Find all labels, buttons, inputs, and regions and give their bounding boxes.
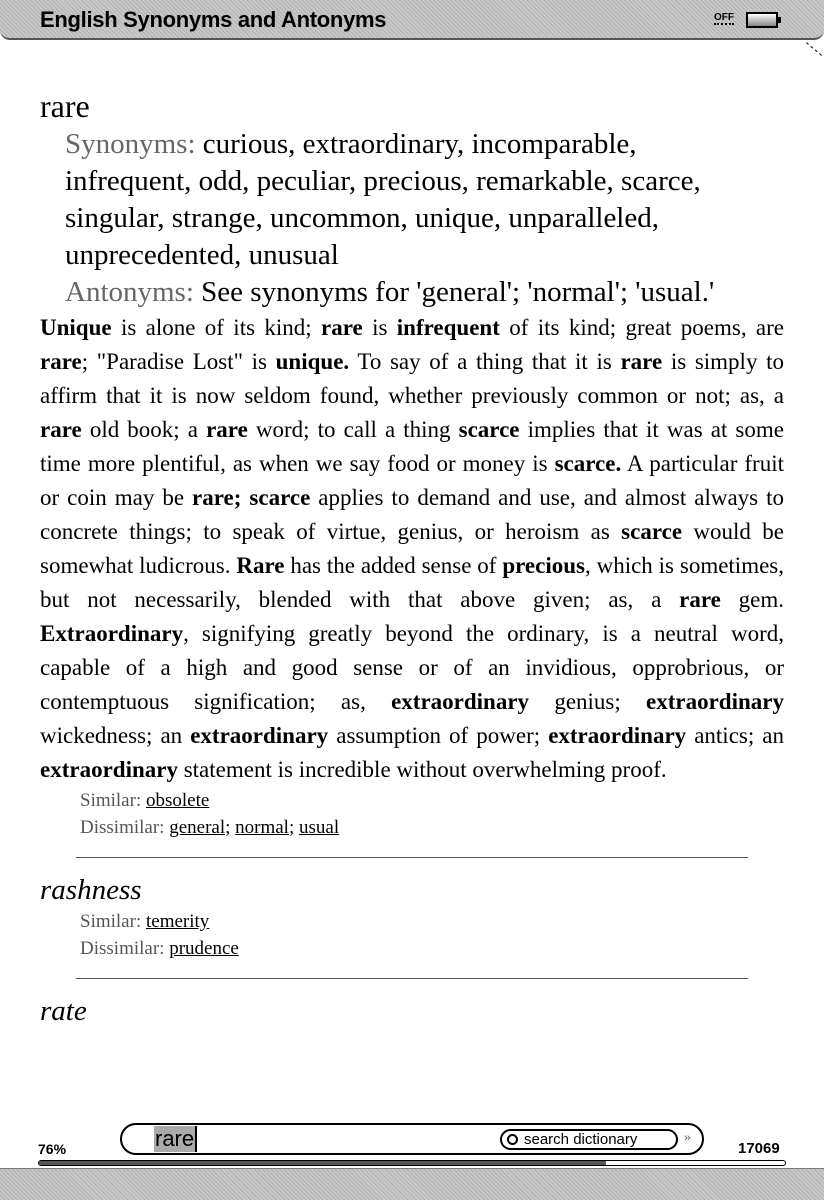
bold-term: rare (40, 349, 82, 374)
bold-term: scarce (249, 485, 311, 510)
body-text: applies to demand and use, and almost always to concrete things; to speak of virtue, genius, or heroism as (40, 485, 784, 544)
dissimilar-label: Dissimilar: (80, 817, 165, 838)
antonym-link[interactable]: normal (532, 276, 615, 308)
body-text: statement is incredible without overwhelming proof. (177, 757, 667, 782)
bold-term: rare (206, 417, 248, 442)
bottom-bar (0, 1168, 824, 1200)
dissimilar-row (40, 935, 784, 962)
bold-term: rare (40, 417, 82, 442)
body-text: ; "Paradise Lost" is (81, 349, 276, 374)
bold-term: extraordinary (190, 723, 329, 748)
bold-term: extraordinary (391, 689, 530, 714)
synonyms (40, 126, 784, 274)
bold-term: Rare (236, 553, 285, 578)
bold-term: scarce (458, 417, 520, 442)
headword: rare (40, 88, 90, 124)
body-text: , which is sometimes, but not necessarily, blended with that above given; as, a (40, 553, 784, 612)
body-text: , signifying greatly beyond the ordinary, is a neutral word, capable of a high and good sense or of an invidious, opprobrious, or contemptuous signification; as, (40, 621, 784, 714)
bold-term: scarce. (554, 451, 622, 476)
body-text: wickedness; an (40, 723, 191, 748)
progress-fill (39, 1161, 606, 1165)
body-text: antics; an (686, 723, 784, 748)
body-text: of its kind; great poems, are (499, 315, 784, 340)
body-text: has the added sense of (284, 553, 503, 578)
dissimilar-link[interactable]: usual (299, 817, 340, 838)
progress-bar (38, 1160, 786, 1166)
reading-percent: 76% (38, 1141, 67, 1157)
antonym-link[interactable]: usual (640, 276, 702, 308)
bold-term: unique. (275, 349, 350, 374)
similar-link[interactable]: obsolete (145, 790, 210, 811)
similar-label: Similar: (80, 790, 142, 811)
bold-term: rare; (192, 485, 242, 510)
search-button-label: search dictionary (524, 1131, 638, 1148)
bold-term: scarce (621, 519, 683, 544)
bold-term: rare (620, 349, 663, 374)
antonyms (40, 274, 784, 311)
antonym-link[interactable]: general (421, 276, 507, 308)
search-input[interactable] (120, 1123, 704, 1155)
similar-label: Similar: (80, 911, 142, 932)
similar-link[interactable]: temerity (145, 911, 210, 932)
wireless-status: OFF (714, 12, 734, 23)
body-text: old book; a (81, 417, 207, 442)
body-text: is alone of its kind; (111, 315, 322, 340)
bold-term: rare (679, 587, 721, 612)
search-dictionary-button[interactable] (500, 1129, 678, 1150)
body-text: would be somewhat ludicrous. (40, 519, 784, 578)
body-text: implies that it was at some time more plentiful, as when we say food or money is (40, 417, 784, 476)
dissimilar-label: Dissimilar: (80, 938, 165, 959)
synonyms-list: curious, extraordinary, incomparable, infrequent, odd, peculiar, precious, remarkable, scarce, singular, strange, uncommon, unique, unparalleled, unprecedented, unusual (65, 128, 701, 271)
body-text: A particular fruit or coin may be (40, 451, 784, 510)
divider (76, 978, 748, 979)
body-text: is (362, 315, 397, 340)
bold-term: rare (321, 315, 363, 340)
divider (76, 857, 748, 858)
dissimilar-link[interactable]: prudence (169, 938, 239, 959)
title-bar (0, 0, 824, 40)
bold-term: extraordinary (646, 689, 784, 714)
search-icon (507, 1134, 518, 1145)
dissimilar-row: Dissimilar: general; normal; usual (80, 817, 340, 838)
location-number: 17069 (738, 1140, 780, 1157)
bold-term: extraordinary (40, 757, 178, 782)
headword-rate: rate (40, 995, 87, 1027)
bold-term: infrequent (396, 315, 500, 340)
bold-term: Extraordinary (40, 621, 184, 646)
book-title: English Synonyms and Antonyms (40, 7, 387, 32)
dissimilar-link[interactable]: general (169, 817, 226, 838)
bold-term: precious (502, 553, 585, 578)
body-text: word; to call a thing (247, 417, 459, 442)
antonyms-text: See synonyms for 'general'; 'normal'; 'usual.' (201, 276, 715, 308)
headword-rashness: rashness (40, 874, 142, 906)
page-corner-icon (805, 42, 822, 56)
bold-term: extraordinary (548, 723, 687, 748)
body-text: gem. (720, 587, 784, 612)
chevron-right-icon[interactable]: » (684, 1130, 691, 1145)
antonyms-label: Antonyms: (65, 276, 194, 308)
body-text: is simply to affirm that it is now seldom found, whether previously common or not; as, a (40, 349, 784, 408)
dissimilar-link[interactable]: normal (235, 817, 289, 838)
dictionary-content (40, 86, 784, 1029)
similar-row (40, 908, 784, 935)
search-query[interactable]: rare (154, 1126, 197, 1152)
body-text: assumption of power; (328, 723, 549, 748)
entry-body (40, 311, 784, 787)
body-text: genius; (529, 689, 647, 714)
synonyms-label: Synonyms: (65, 128, 196, 160)
bold-term: Unique (40, 315, 112, 340)
body-text: To say of a thing that it is (349, 349, 621, 374)
battery-icon (746, 12, 778, 28)
similar-row (40, 787, 784, 814)
